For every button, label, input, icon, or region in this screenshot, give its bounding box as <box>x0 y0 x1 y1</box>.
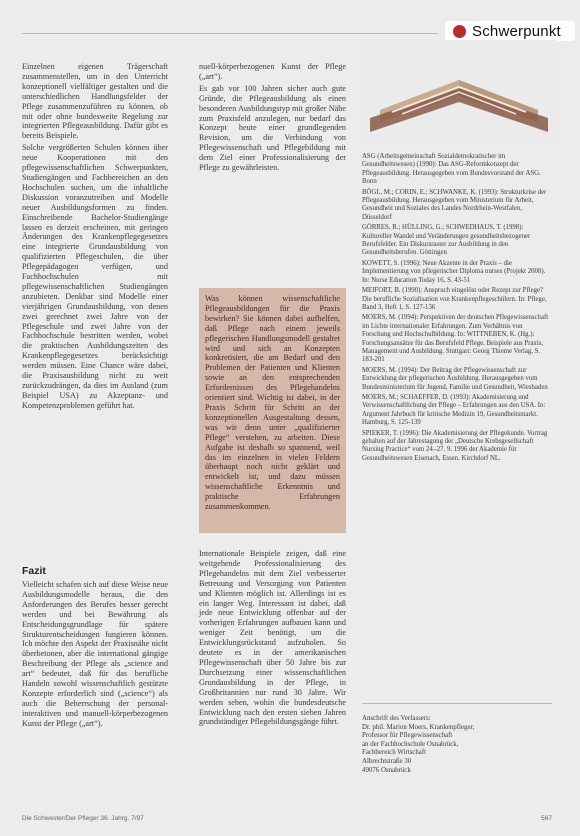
paragraph: Es gab vor 100 Jahren sicher auch gute Gründe, die Pflegeausbildung als einen besonderen Ausbildungstyp mit großer Nähe zum Praxisfeld anzulegen, nur bedarf das Konzept heute einer grundlegenden Revision, um die Verbindung von Pflegewissenschaft und Pflegebildung mit dem Ziel einer Professionalisierung der Pflege zu gewährleisten. <box>199 83 346 173</box>
reference-item: MOERS, M.; SCHAEFFER, D. (1993): Akademisierung und Verwissenschaftlichung der Pflege – Erfahrungen aus den USA. In: Argument Jahrbuch für kritische Medizin 19, Gesundheitsmarkt. Hamburg, S. 125-139 <box>362 393 546 427</box>
address-line: Professor für Pflegewissenschaft <box>362 732 453 740</box>
paragraph: Internationale Beispiele zeigen, daß eine weitgehende Professionalisierung des Pflegehandelns mit dem Ziel verbesserter Betreuung und Versorgung von Patienten und Klienten möglich ist. Allerdings ist es ein langer Weg. Interessant ist dabei, daß jede neue Entwicklung offenbar auf der vorherigen Erfahrungen aufbauen kann und weniger Zeit benötigt, um die Entwicklungsrückstand aufzuholen. So deutete es in der amerikanischen Pflegewissenschaft über 50 Jahre bis zur Durchsetzung einer wissenschaftlichen Grundausbildung in der Pflege, in Großbritannien nur rund 30 Jahre. Wir werden sehen, wohin die bundesdeutsche Entwicklung nach den ersten sieben Jahren grundständiger Pflegebildungsgänge führt. <box>199 549 346 727</box>
reference-item: GÖRRES, R.; HÜLLING, G.; SCHWEDHAUS, T. (1998): Kultureller Wandel und Veränderungen gesundheitsbezogener Berufsfelder. Ein Diskursraster zur Ausbildung in den Gesundheitsberufen. Göttingen <box>362 224 531 257</box>
paragraph: nuell-körperbezogenen Kunst der Pflege („art“). <box>199 62 346 81</box>
address-line: Fachbereich Wirtschaft <box>362 749 427 757</box>
address-line: Albrechtstraße 30 <box>362 757 412 765</box>
address-rule <box>362 703 552 704</box>
reference-item: MOERS, M. (1994): Perspektiven der deutschen Pflegewissenschaft im Lichte internationaler Erfahrungen. Zum Verhältnis von Forschung und Hochschulbildung. In: WITTNEBEN, K. (Hg.): Forschungsansätze für das Berufsfeld Pflege. Beispiele aus Praxis, Management und Ausbildung. Stuttgart: Georg Thieme Verlag, S. 183-201 <box>362 314 549 364</box>
reference-item: ASG (Arbeitsgemeinschaft Sozialdemokratischer im Gesundheitswesen) (1990): Das ASG-Reformkonzept der Pflegeausbildung. Herausgegeben vom Bundesvorstand der ASG. Bonn <box>362 153 541 186</box>
column-1 <box>22 62 168 413</box>
reference-item: KOWETT, S. (1996): Neue Akzente in der Praxis – die Implementierung von pflegerischer Diploma nurses (Projekt 2000). In: Nurse Education Today 16, S. 43-51 <box>362 259 546 284</box>
page-number: 567 <box>541 815 552 822</box>
address-line: 49076 Osnabrück <box>362 766 411 774</box>
section-badge <box>445 21 575 41</box>
highlight-text: Was können wissenschaftliche Pflegeausbildungen für die Praxis bewirken? Sie können dabei aufhelfen, daß Pflege nach einem jeweils pflegerischen Handlungsmodell gestaltet wird und sich an Konzepten konkretisiert, die am Bedarf und den Problemen der Patienten und Klienten sowie an den entsprechenden Erfordernissen des Pflegehandelns orientiert sind. Wichtig ist dabei, in der Praxis Schritt für Schritt an der konzeptionellen Ausgestaltung dessen, was wir denn unter „qualifizierter Pflege“ verstehen, zu arbeiten. Diese Aufgabe ist deshalb so spannend, weil das im einzelnen in vielen Feldern überhaupt noch nicht geklärt und entwickelt ist, und dazu müssen wissenschaftliche Erkenntnis und praktische Erfahrungen zusammenkommen. <box>205 294 340 512</box>
reference-item: MOERS, M. (1994): Der Beitrag der Pflegewissenschaft zur Entwicklung der pflegerischen Ausbildung. Herausgegeben vom Bundesministerium für Jugend, Familie und Gesundheit, Wiesbaden <box>362 366 548 391</box>
column-2 <box>199 62 346 175</box>
book-photo <box>362 40 557 143</box>
journal-citation: Die Schwester/Der Pfleger 36. Jahrg. 7/97 <box>22 815 144 822</box>
reference-item: BÖGL, M.; CORIN, E.; SCHWANKE, K. (1993): Strukturkrise der Pflegeausbildung. Herausgegeben vom Ministerium für Arbeit, Gesundheit und Soziales des Landes Nordrhein-Westfalen, Düsseldorf <box>362 188 547 221</box>
page-footer <box>22 815 552 822</box>
column-2-bottom <box>199 549 346 729</box>
author-address <box>362 715 552 775</box>
bullet-icon <box>453 25 466 38</box>
paragraph: Einzelnen eigenen Trägerschaft zusammenstellen, um in den Unterricht konzeptionell vielfältiger gestalten und die unterschiedlichen Handlungsfelder der Pflege zusammenzuführen zu können, ob mit oder ohne bundesweite Regelung zur integrierten Pflegeausbildung. Dafür gibt es bereits Beispiele. <box>22 62 168 141</box>
section-label: Schwerpunkt <box>472 22 561 40</box>
fazit-text <box>22 580 168 731</box>
highlight-box <box>199 288 346 533</box>
address-heading: Anschrift des Verfassers: <box>362 715 431 722</box>
fazit-heading: Fazit <box>22 565 46 577</box>
references-list <box>362 153 552 465</box>
header-rule <box>22 33 438 34</box>
reference-item: SPIEKER, T. (1996): Die Akademisierung der Pflegekunde. Vortrag gehalten auf der Jahrestagung der „Deutsche Krebsgesellschaft Nursing Practice“ vom 24.-27. 9. 1996 der Akademie für Gesundheitswesen Eisenach, Essen. Kirchdorf NL. <box>362 429 548 462</box>
address-line: Dr. phil. Marion Moers, Krankenpfleger, <box>362 723 475 731</box>
address-line: an der Fachhochschule Osnabrück, <box>362 740 459 748</box>
paragraph: Solche vergrößerten Schulen können über neue Kooperationen mit den pflegewissenschaftlichen Schwerpunkten, Studiengängen und Fachbereichen an den Hochschulen suchen, um die inhaltliche Diskussion voranzutreiben und Modelle neuer Ausbildungsformen zu finden. Einschreibende Bachelor-Studiengänge lassen es derzeit erscheinen, mit geringen Änderungen des Krankenpflegegesetzes eine integrierte Grundausbildung von qualifizierten Pflegeschulen, die über Pflegepädagogen verfügen, und Fachhochschulen mit pflegewissenschaftlichen Studiengängen anzubieten. Denkbar sind Modelle einer vierjährigen Grundausbildung, von denen zwei gerechnet zwei Jahre von der Pflegeschule und zwei Jahre von der Fachhochschule bestritten werden, wobei die praktischen Ausbildungszeiten des Krankenpflegegesetzes berücksichtigt werden müssen. Eine Chance wäre dabei, die Praxisausbildung nicht zu weit zurückzudrängen, da dies im Ausland (zum Beispiel USA) zu Akzeptanz- und Kompetenzproblemen geführt hat. <box>22 143 168 410</box>
paragraph: Vielleicht schafen sich auf diese Weise neue Ausbildungsmodelle heraus, die den Anforderungen des Berufes besser gerecht werden und bei Bewährung als Entscheidungsgrundlage für spätere Strukturentscheidungen fungieren können. Ich möchte den Aspekt der Praxisnähe nicht überbetonen, aber die international gängige Beschreibung der Pflege als „science and art“ bedeutet, daß für das berufliche Handeln sowohl wissenschaftlich gestützte Konzepte erforderlich sind („science“) als auch die Beherrschung der personal-interaktiven und manuell-körperbezogenen Kunst der Pflege („art“). <box>22 580 168 728</box>
reference-item: MEIFORT, B. (1990): Anspruch eingelöst oder Rezept zur Pflege? Die berufliche Sozialisation von Krankenpflegeschülern. In: Pflege, Band 3, Heft 1, S. 127-136 <box>362 287 547 311</box>
